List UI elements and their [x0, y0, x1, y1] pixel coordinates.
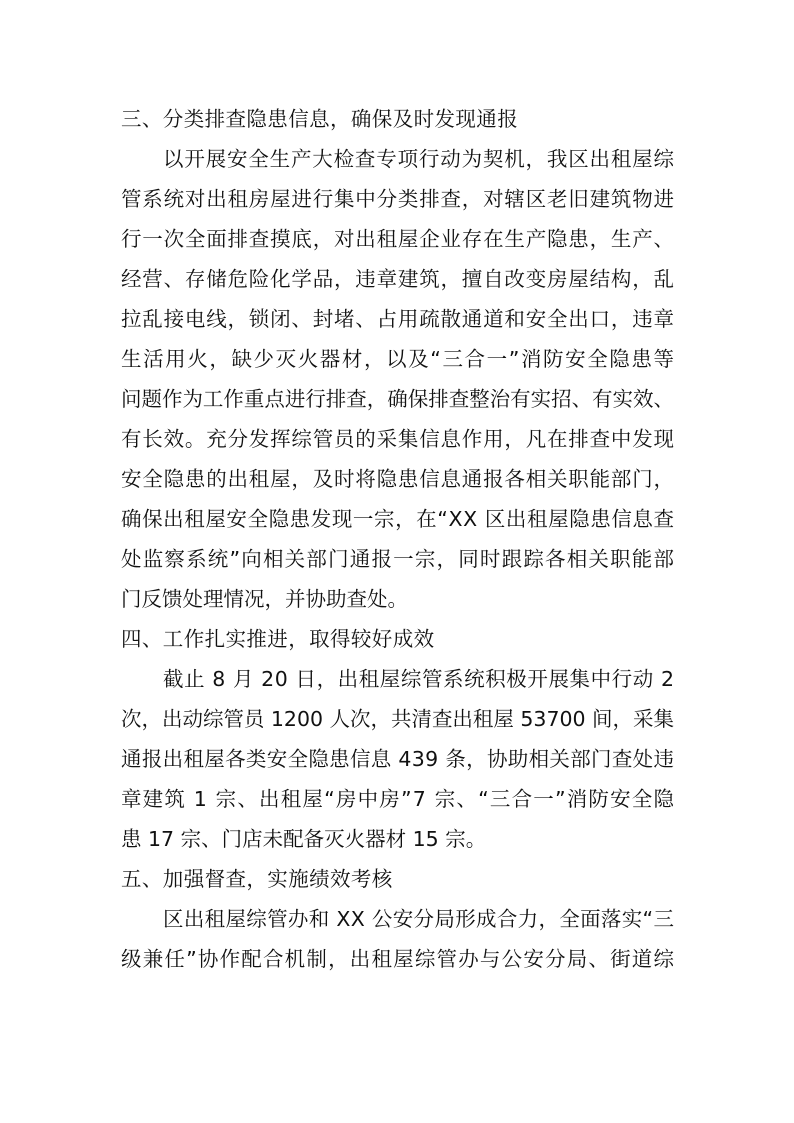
paragraph-line: [163, 666, 794, 692]
paragraph-line-text: 区出租屋综管办和 XX 公安分局形成合力，全面落实“三: [163, 907, 675, 931]
paragraph-line-text: 通报出租屋各类安全隐患信息 439 条，协助相关部门查处违: [121, 747, 675, 771]
section-heading: [121, 106, 794, 132]
paragraph-line: [121, 466, 794, 492]
section-heading-text: 三、分类排查隐患信息，确保及时发现通报: [121, 107, 519, 131]
paragraph-line-text: 有长效。充分发挥综管员的采集信息作用，凡在排查中发现: [121, 427, 675, 451]
paragraph-line: [121, 946, 794, 972]
paragraph-line-text: 门反馈处理情况，并协助查处。: [121, 587, 408, 611]
section-heading: [121, 866, 794, 892]
paragraph-line-text: 级兼任”协作配合机制，出租屋综管办与公安分局、街道综: [121, 947, 676, 971]
paragraph-line: [121, 226, 794, 252]
paragraph-line: [163, 146, 794, 172]
paragraph-line: [121, 386, 794, 412]
paragraph-line: [121, 546, 794, 572]
paragraph-line: [121, 706, 794, 732]
section-heading-text: 五、加强督查，实施绩效考核: [121, 867, 393, 891]
paragraph-line: [121, 506, 794, 532]
paragraph-line: [121, 586, 794, 612]
section-heading: [121, 626, 794, 652]
paragraph-line-text: 患 17 宗、门店未配备灭火器材 15 宗。: [121, 827, 487, 851]
paragraph-line-text: 拉乱接电线，锁闭、封堵、占用疏散通道和安全出口，违章: [121, 307, 675, 331]
paragraph-line: [121, 266, 794, 292]
paragraph-line-text: 生活用火，缺少灭火器材，以及“三合一”消防安全隐患等: [121, 347, 676, 371]
paragraph-line: [163, 906, 794, 932]
paragraph-line: [121, 426, 794, 452]
paragraph-line: [121, 746, 794, 772]
paragraph-line: [121, 346, 794, 372]
paragraph-line-text: 处监察系统”向相关部门通报一宗，同时跟踪各相关职能部: [121, 547, 676, 571]
paragraph-line-text: 确保出租屋安全隐患发现一宗，在“XX 区出租屋隐患信息查: [121, 507, 675, 531]
paragraph-line: [121, 826, 794, 852]
paragraph-line-text: 截止 8 月 20 日，出租屋综管系统积极开展集中行动 2: [163, 667, 675, 691]
paragraph-line: [121, 786, 794, 812]
paragraph-line: [121, 186, 794, 212]
paragraph-line: [121, 306, 794, 332]
paragraph-line-text: 经营、存储危险化学品，违章建筑，擅自改变房屋结构，乱: [121, 267, 675, 291]
section-heading-text: 四、工作扎实推进，取得较好成效: [121, 627, 435, 651]
paragraph-line-text: 次，出动综管员 1200 人次，共清查出租屋 53700 间，采集: [121, 707, 674, 731]
paragraph-line-text: 行一次全面排查摸底，对出租屋企业存在生产隐患，生产、: [121, 227, 675, 251]
paragraph-line-text: 管系统对出租房屋进行集中分类排查，对辖区老旧建筑物进: [121, 187, 675, 211]
paragraph-line-text: 安全隐患的出租屋，及时将隐患信息通报各相关职能部门，: [121, 467, 675, 491]
paragraph-line-text: 以开展安全生产大检查专项行动为契机，我区出租屋综: [163, 147, 675, 171]
paragraph-line-text: 问题作为工作重点进行排查，确保排查整治有实招、有实效、: [121, 387, 674, 411]
paragraph-line-text: 章建筑 1 宗、出租屋“房中房”7 宗、“三合一”消防安全隐: [121, 787, 676, 811]
